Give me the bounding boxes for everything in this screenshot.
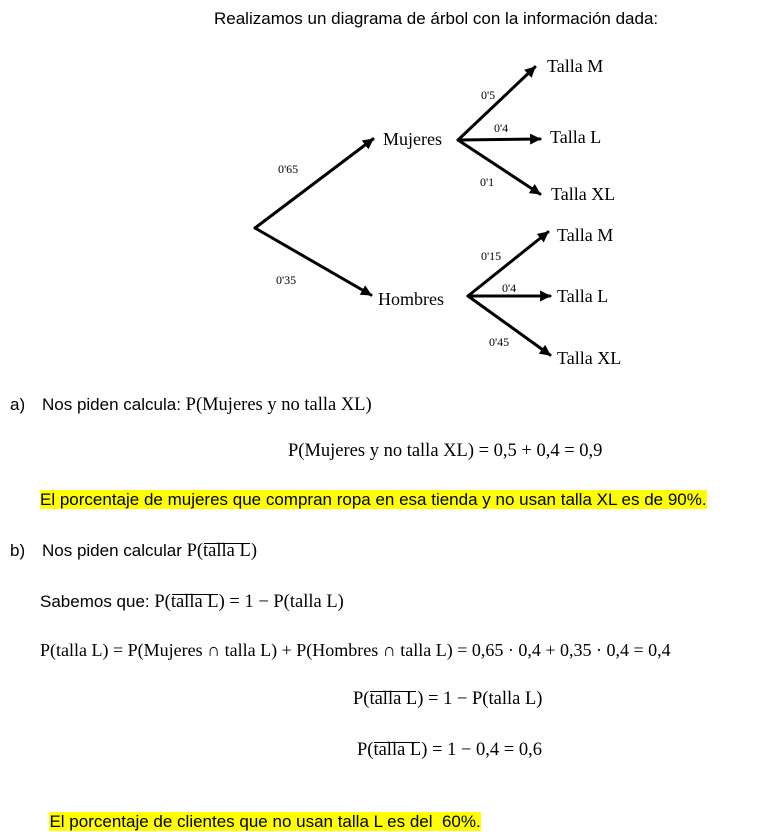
p-close: ) (250, 541, 257, 561)
p-open: P( (186, 541, 204, 561)
node-mujeres: Mujeres (383, 129, 442, 149)
part-a-letter: a) (10, 395, 26, 414)
part-b-conclusion-text: El porcentaje de clientes que no usan talla L es del 60%. (49, 812, 481, 831)
part-b-conclusion (40, 792, 481, 832)
p-open: P( (154, 592, 171, 612)
branch-root-mujeres (255, 139, 373, 228)
prob-mujeres: 0'65 (278, 162, 299, 176)
p-close: ) (218, 592, 225, 612)
branch-root-hombres (255, 228, 371, 295)
node-mujeres-talla-l: Talla L (550, 127, 602, 147)
talla-l-complement: talla L (203, 541, 251, 561)
part-b-sabemos-expr (154, 592, 343, 612)
prob-hombres: 0'35 (276, 273, 297, 287)
part-b-sabemos: Sabemos que: (40, 592, 150, 611)
branch-mujeres-talla-xl (458, 140, 540, 194)
part-a-expr: P(Mujeres y no talla XL) (185, 395, 372, 415)
prob-mujeres-talla-l: 0'4 (494, 121, 509, 135)
part-b-total-probability: P(talla L) = P(Mujeres ∩ talla L) + P(Hombres ∩ talla L) = 0,65 · 0,4 + 0,35 · 0,4 = 0,4 (40, 640, 671, 660)
p-open: P( (357, 740, 374, 760)
part-a-conclusion (40, 490, 707, 510)
prob-mujeres-talla-m: 0'5 (481, 88, 496, 102)
part-a-intro: Nos piden calcula: (42, 395, 181, 414)
part-a-equation (288, 441, 602, 462)
p-open: P( (353, 689, 370, 709)
part-b-complement-eq (353, 689, 542, 710)
part-b-intro: Nos piden calcular (42, 541, 182, 560)
node-mujeres-talla-xl: Talla XL (551, 184, 616, 204)
rhs-result: = 1 − 0,4 = 0,6 (432, 740, 542, 760)
p-close: ) (417, 689, 424, 709)
node-hombres-talla-xl: Talla XL (557, 348, 622, 368)
part-a-conclusion-text: El porcentaje de mujeres que compran ropa en esa tienda y no usan talla XL es de 90%. (40, 490, 707, 509)
part-b-result-eq (357, 740, 542, 761)
part-b-line (10, 541, 257, 562)
talla-l-complement: talla L (170, 592, 219, 612)
node-hombres: Hombres (378, 289, 444, 309)
tree-diagram (0, 0, 770, 380)
prob-hombres-talla-xl: 0'45 (489, 335, 510, 349)
talla-l-complement: talla L (373, 740, 422, 760)
node-mujeres-talla-m: Talla M (547, 56, 604, 76)
node-hombres-talla-m: Talla M (557, 225, 614, 245)
p-close: ) (421, 740, 428, 760)
prob-mujeres-talla-xl: 0'1 (480, 175, 495, 189)
intro-text: Realizamos un diagrama de árbol con la información dada: (214, 9, 659, 28)
part-a-equation-lhs: P(Mujeres y no talla XL) (288, 441, 474, 461)
part-a-line (10, 395, 372, 416)
part-a-equation-rhs: = 0,5 + 0,4 = 0,9 (478, 441, 603, 461)
prob-hombres-talla-m: 0'15 (481, 249, 502, 263)
branch-mujeres-talla-l (458, 139, 540, 140)
part-b-expr (187, 541, 257, 561)
part-b-sabemos-line (40, 592, 344, 613)
rhs-complement: = 1 − P(talla L) (229, 592, 344, 612)
talla-l-complement: talla L (369, 689, 418, 709)
prob-hombres-talla-l: 0'4 (502, 281, 517, 295)
rhs-complement: = 1 − P(talla L) (428, 689, 543, 709)
part-b-letter: b) (10, 541, 26, 560)
node-hombres-talla-l: Talla L (557, 286, 609, 306)
